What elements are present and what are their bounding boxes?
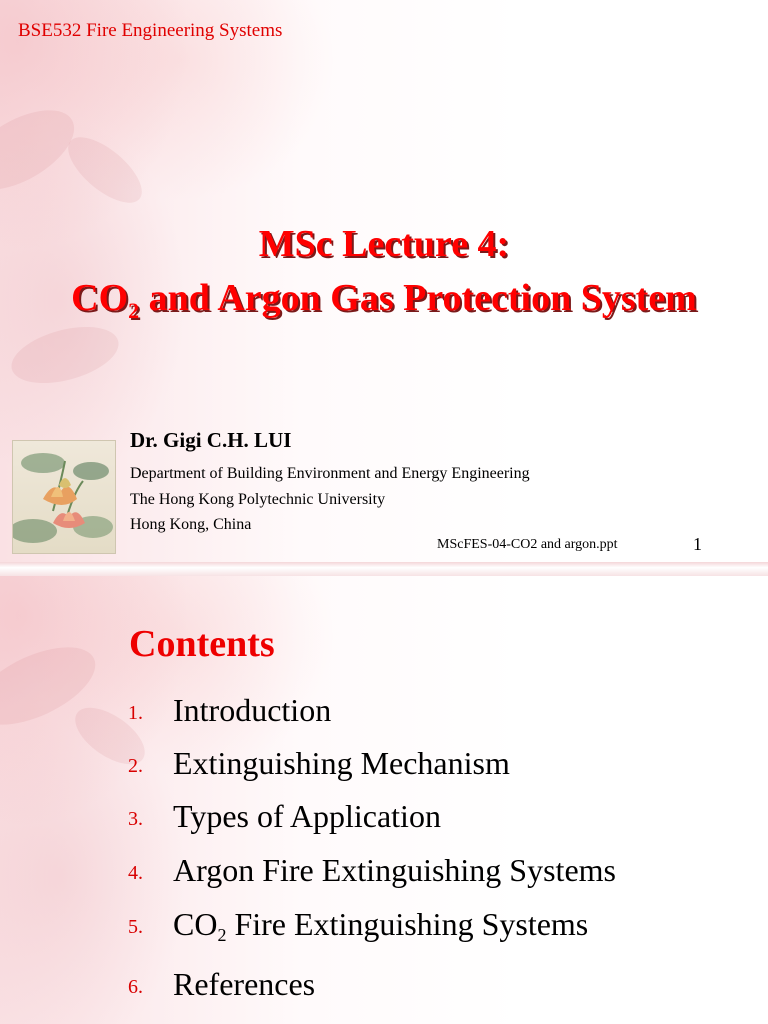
- page-number: 1: [693, 534, 702, 554]
- list-item: [128, 692, 748, 732]
- list-item: [128, 906, 748, 946]
- author-block: [130, 428, 530, 538]
- affiliation-university: The Hong Kong Polytechnic University: [130, 490, 386, 508]
- list-item: [128, 852, 748, 892]
- list-item-text: [173, 906, 588, 943]
- list-item: [128, 966, 748, 1006]
- brush-stroke-decoration: [58, 126, 153, 214]
- list-item: [128, 798, 748, 838]
- affiliation-department: Department of Building Environment and Energy Engineering: [130, 465, 530, 482]
- list-item-text: Argon Fire Extinguishing Systems: [173, 852, 616, 888]
- author-name: Dr. Gigi C.H. LUI: [130, 428, 292, 452]
- list-item-number: 5.: [128, 916, 143, 938]
- course-header: BSE532 Fire Engineering Systems: [18, 20, 283, 41]
- lecture-title-line1: MSc Lecture 4:: [258, 223, 510, 265]
- list-item-number: 1.: [128, 702, 143, 724]
- title-subscript: 2: [128, 298, 140, 323]
- co-remainder-text: Fire Extinguishing Systems: [226, 906, 589, 942]
- file-name: MScFES-04-CO2 and argon.ppt: [437, 537, 618, 552]
- title-co-text: CO: [71, 277, 129, 319]
- title-remainder-text: and Argon Gas Protection System: [139, 277, 697, 319]
- brush-stroke-decoration: [5, 317, 124, 394]
- list-item-text: Extinguishing Mechanism: [173, 745, 510, 781]
- list-item-text: Introduction: [173, 692, 332, 728]
- list-item: [128, 745, 748, 785]
- list-item-number: 3.: [128, 808, 143, 830]
- lotus-painting-svg: [13, 441, 115, 553]
- list-item-text: References: [173, 966, 316, 1002]
- lotus-painting-icon: [12, 440, 116, 554]
- affiliation-location: Hong Kong, China: [130, 516, 252, 533]
- list-item-text: Types of Application: [173, 798, 441, 834]
- list-item-number: 4.: [128, 862, 143, 884]
- slide-divider: [0, 562, 768, 576]
- co-subscript: 2: [217, 925, 227, 945]
- lecture-title-line2: [0, 276, 768, 323]
- co-text: CO: [173, 906, 218, 942]
- contents-title: Contents: [129, 623, 275, 665]
- list-item-number: 6.: [128, 976, 143, 998]
- list-item-number: 2.: [128, 755, 143, 777]
